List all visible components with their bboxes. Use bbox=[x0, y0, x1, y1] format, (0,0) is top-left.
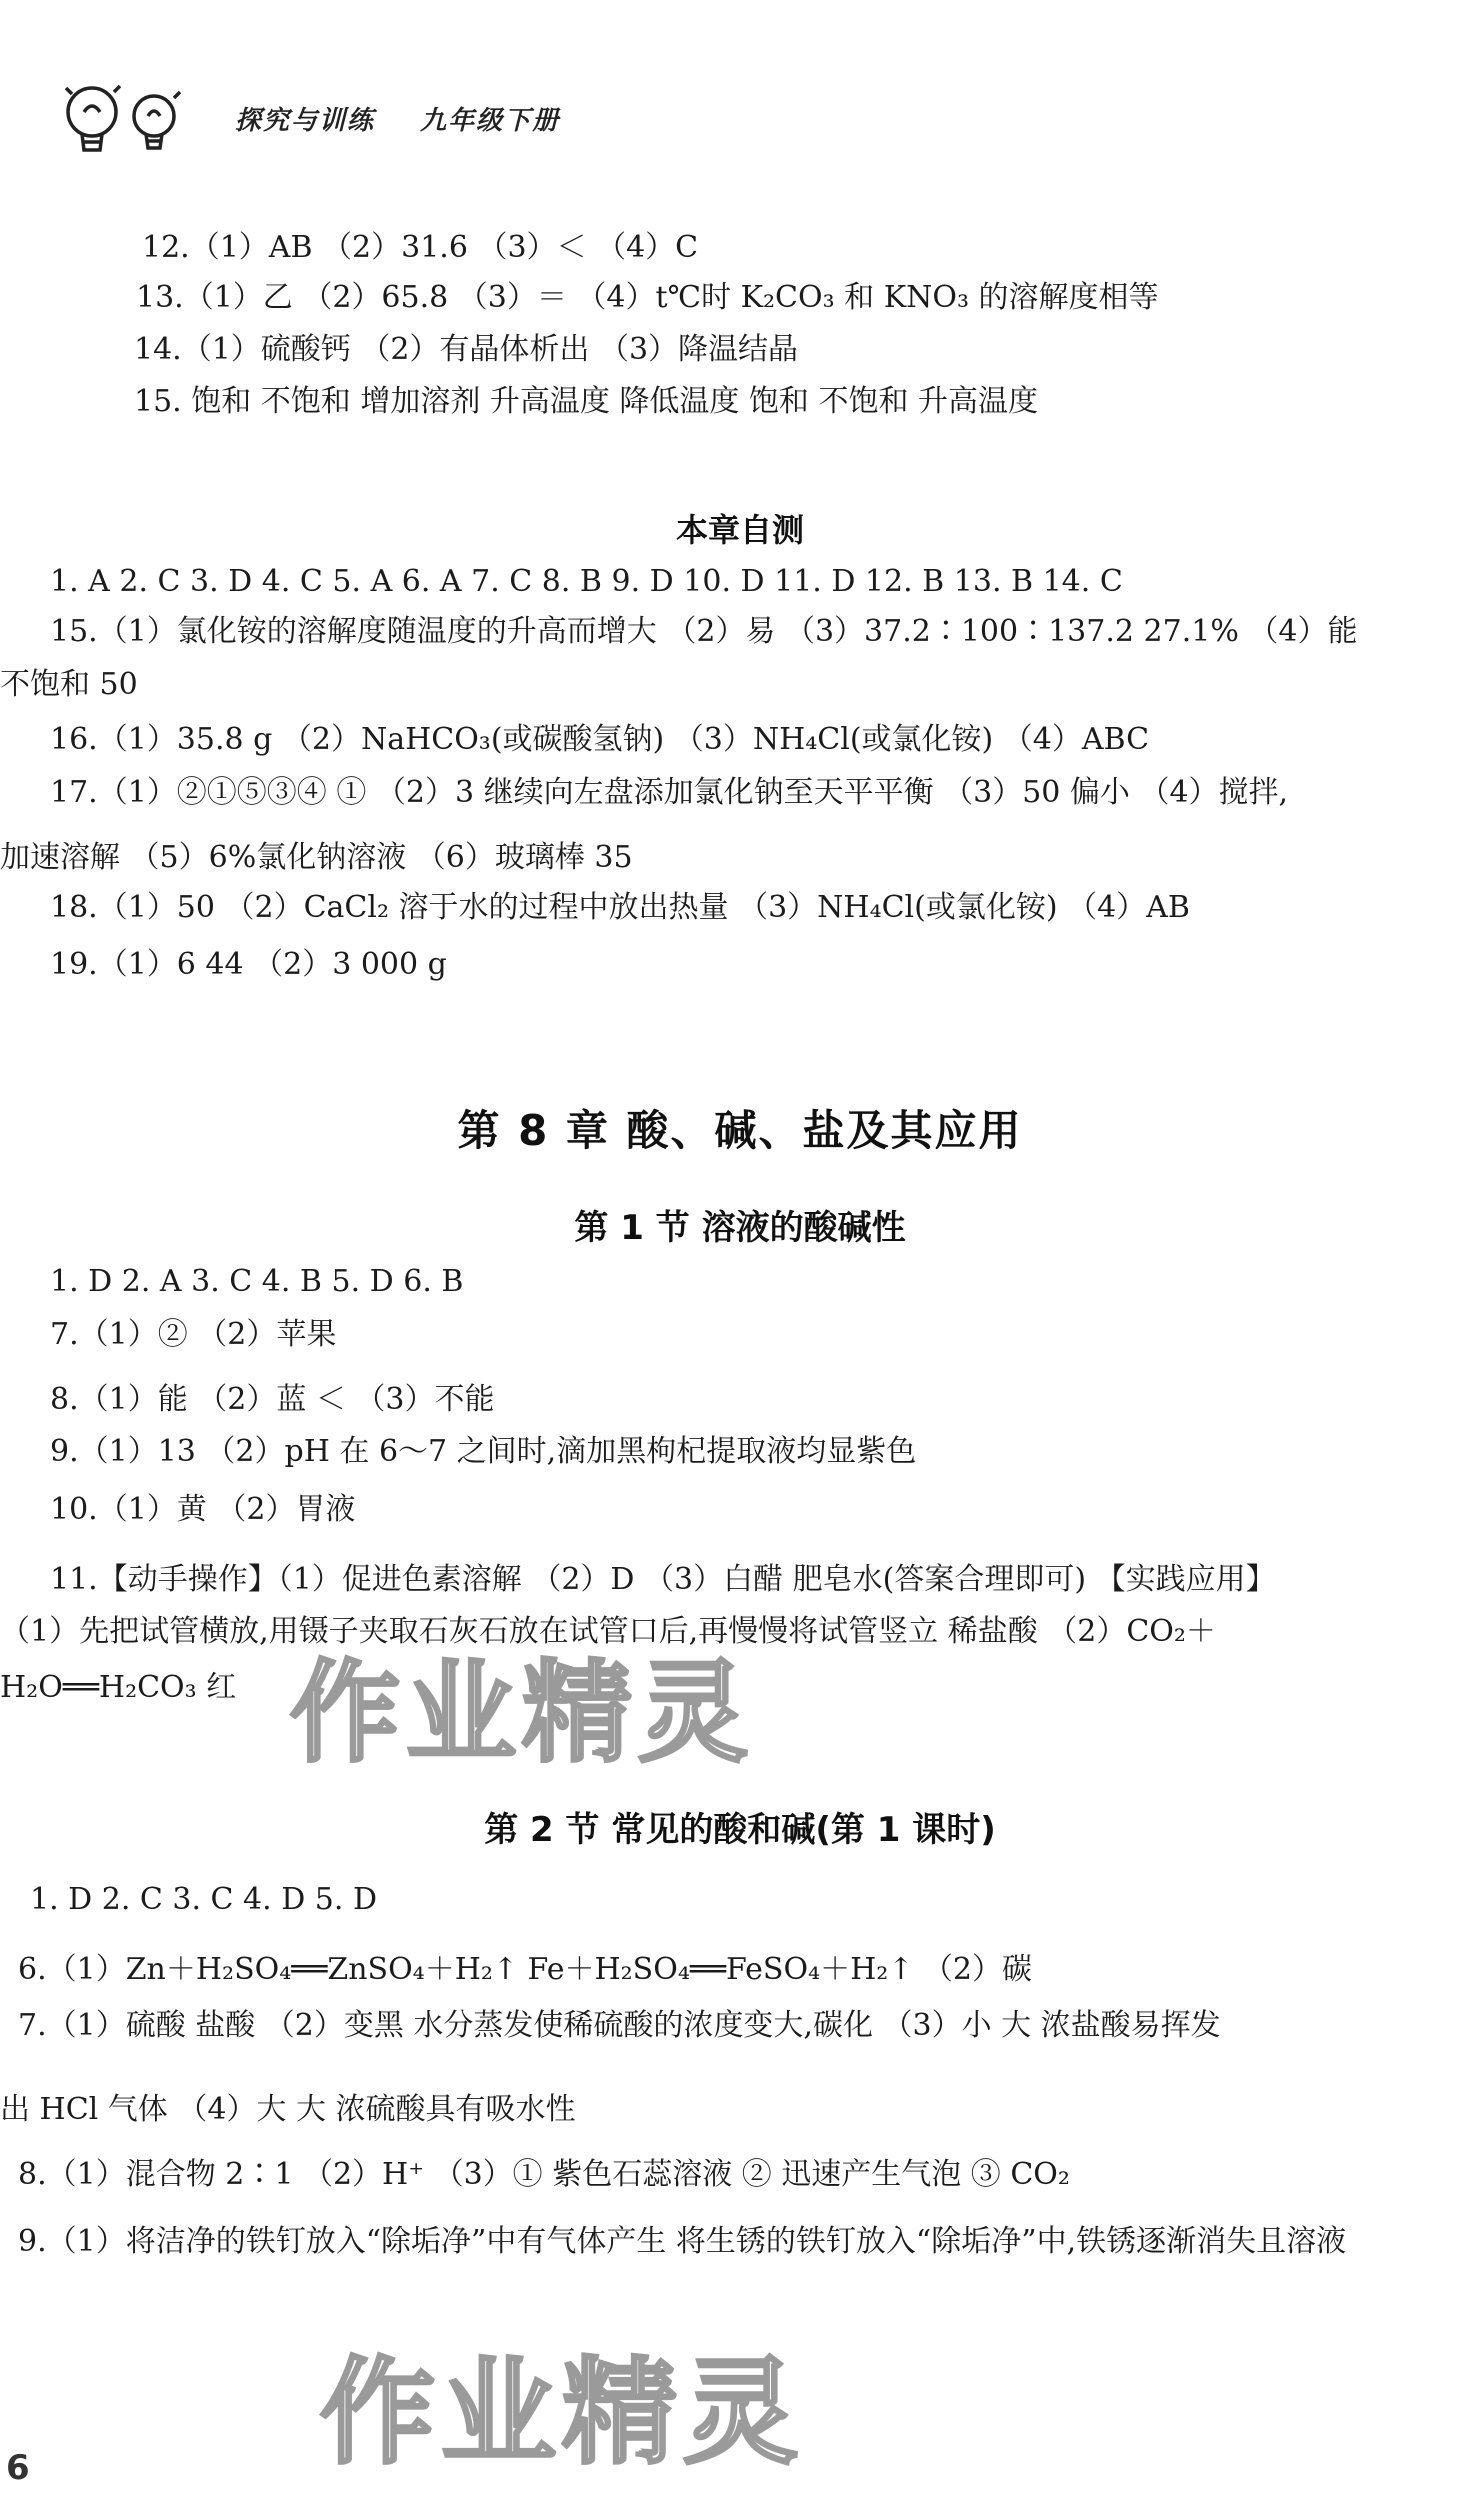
answer-line: 16.（1）35.8 g （2）NaHCO₃(或碳酸氢钠) （3）NH₄Cl(或氯化铵) （4）ABC bbox=[50, 722, 1150, 757]
answer-line: 17.（1）②①⑤③④ ① （2）3 继续向左盘添加氯化钠至天平平衡 （3）50 偏小 （4）搅拌, bbox=[50, 775, 1289, 810]
answer-line: 6.（1）Zn＋H₂SO₄══ZnSO₄＋H₂↑ Fe＋H₂SO₄══FeSO₄＋H₂↑ （2）碳 bbox=[18, 1952, 1033, 1987]
grade-title: 九年级下册 bbox=[420, 106, 561, 136]
answer-line: 10.（1）黄 （2）胃液 bbox=[50, 1492, 356, 1527]
section-title: 第 1 节 溶液的酸碱性 bbox=[574, 1208, 906, 1248]
answer-line: 13.（1）乙 （2）65.8 （3）＝ （4）t℃时 K₂CO₃ 和 KNO₃ 的溶解度相等 bbox=[136, 280, 1159, 315]
answer-line: 8.（1）能 （2）蓝 ＜ （3）不能 bbox=[50, 1382, 495, 1417]
self-test-title: 本章自测 bbox=[675, 511, 804, 549]
chapter-title: 第 8 章 酸、碱、盐及其应用 bbox=[457, 1106, 1023, 1155]
answer-line: 1. A 2. C 3. D 4. C 5. A 6. A 7. C 8. B 9. D 10. D 11. D 12. B 13. B 14. C bbox=[50, 564, 1123, 599]
header-title bbox=[235, 100, 594, 137]
answer-line: 9.（1）将洁净的铁钉放入“除垢净”中有气体产生 将生锈的铁钉放入“除垢净”中,铁锈逐渐消失且溶液 bbox=[18, 2224, 1347, 2259]
answer-line: 9.（1）13 （2）pH 在 6～7 之间时,滴加黑枸杞提取液均显紫色 bbox=[50, 1434, 917, 1469]
answer-line: 15.（1）氯化铵的溶解度随温度的升高而增大 （2）易 （3）37.2∶100∶137.2 27.1% （4）能 bbox=[50, 614, 1358, 649]
watermark: 作业精灵 bbox=[290, 1649, 754, 1777]
answer-line: 加速溶解 （5）6%氯化钠溶液 （6）玻璃棒 35 bbox=[0, 840, 633, 875]
answer-line: 1. D 2. A 3. C 4. B 5. D 6. B bbox=[50, 1264, 464, 1299]
answer-line: （1）先把试管横放,用镊子夹取石灰石放在试管口后,再慢慢将试管竖立 稀盐酸 （2）CO₂＋ bbox=[0, 1614, 1216, 1649]
page-header bbox=[60, 78, 960, 168]
series-title: 探究与训练 bbox=[235, 106, 376, 136]
answer-line: 1. D 2. C 3. C 4. D 5. D bbox=[30, 1882, 378, 1917]
answer-line: 11.【动手操作】（1）促进色素溶解 （2）D （3）白醋 肥皂水(答案合理即可) 【实践应用】 bbox=[50, 1562, 1276, 1597]
answer-line: 7.（1）硫酸 盐酸 （2）变黑 水分蒸发使稀硫酸的浓度变大,碳化 （3）小 大 浓盐酸易挥发 bbox=[18, 2008, 1221, 2043]
answer-line: 8.（1）混合物 2∶1 （2）H⁺ （3）① 紫色石蕊溶液 ② 迅速产生气泡 ③ CO₂ bbox=[18, 2157, 1070, 2192]
watermark: 作业精灵 bbox=[320, 2346, 805, 2480]
answer-line: 18.（1）50 （2）CaCl₂ 溶于水的过程中放出热量 （3）NH₄Cl(或氯化铵) （4）AB bbox=[50, 890, 1190, 925]
answer-line: 7.（1）② （2）苹果 bbox=[50, 1317, 337, 1352]
answer-line: 14.（1）硫酸钙 （2）有晶体析出 （3）降温结晶 bbox=[134, 332, 799, 367]
answer-line: 出 HCl 气体 （4）大 大 浓硫酸具有吸水性 bbox=[0, 2092, 576, 2127]
answer-line: 15. 饱和 不饱和 增加溶剂 升高温度 降低温度 饱和 不饱和 升高温度 bbox=[134, 384, 1038, 419]
answer-line: 19.（1）6 44 （2）3 000 g bbox=[50, 947, 447, 982]
lightbulb-icon bbox=[60, 78, 200, 168]
answer-line: H₂O══H₂CO₃ 红 bbox=[0, 1670, 237, 1705]
answer-line: 不饱和 50 bbox=[0, 667, 138, 702]
answer-line: 12.（1）AB （2）31.6 （3）＜ （4）C bbox=[142, 230, 699, 265]
page-number: 6 bbox=[6, 2448, 30, 2488]
section-title: 第 2 节 常见的酸和碱(第 1 课时) bbox=[484, 1810, 996, 1850]
